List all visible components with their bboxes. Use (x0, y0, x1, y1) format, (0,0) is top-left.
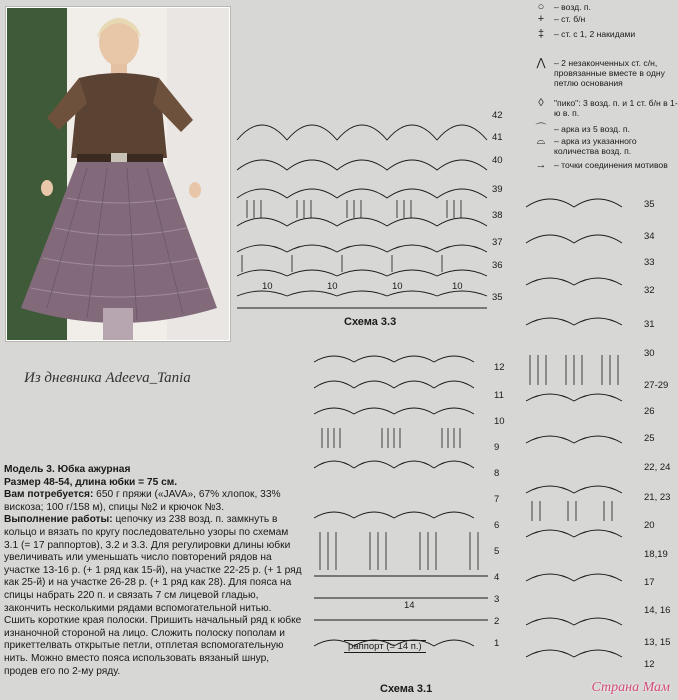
row-number: 14, 16 (644, 605, 671, 616)
row-number: 27-29 (644, 380, 669, 391)
row-number: 1 (494, 638, 500, 649)
row-number: 21, 23 (644, 492, 671, 503)
row-number: 6 (494, 520, 500, 531)
rapport-label: раппорт (= 14 п.) (344, 640, 426, 653)
arch-label: 10 (392, 281, 403, 292)
schema-3-3-title: Схема 3.3 (344, 316, 397, 328)
pattern-instructions (4, 464, 304, 678)
row-number: 38 (492, 210, 503, 221)
chain-stitch-icon: ○ (537, 1, 545, 13)
schema-3-2 (520, 185, 678, 675)
model-illustration (7, 8, 229, 340)
row-number: 40 (492, 155, 503, 166)
row-number: 9 (494, 442, 500, 453)
materials-text: 650 г пряжи («JAVA», 67% хлопок, 33% вискоза; 100 г/158 м), спицы №2 и крючок №3. (4, 489, 281, 513)
row-number: 8 (494, 468, 500, 479)
row-number: 39 (492, 184, 503, 195)
single-crochet-icon: + (537, 13, 545, 25)
row-number: 11 (494, 390, 504, 401)
row-number: 32 (644, 285, 655, 296)
schema-3-1-chart (310, 350, 492, 655)
row-number: 4 (494, 572, 500, 583)
row-number: 31 (644, 319, 655, 330)
row-number: 12 (494, 362, 505, 373)
cluster-icon: ⋀ (536, 57, 546, 69)
row-number: 35 (492, 292, 503, 303)
model-photo (6, 7, 230, 341)
row-number: 20 (644, 520, 655, 531)
row-number: 17 (644, 577, 655, 588)
row-number: 25 (644, 433, 655, 444)
arrow-icon: → (535, 159, 547, 171)
row-number: 18,19 (644, 549, 668, 560)
model-title: Модель 3. Юбка ажурная (4, 464, 131, 475)
work-text: цепочку из 238 возд. п. замкнуть в кольцо и вязать по кругу последовательно узоры по схемам 3.1 (= 17 раппортов), 3.2 и 3.3. Для регулировки длины юбки увеличивать или уменьшать число повторений рядов на участке 13-16 р. (+ 1 ряд как 15-й), на участке 22-25 р. (+ 1 ряд как 25-й) и на участке 26-28 р. (+ 1 ряд как 28). Для пояса на спицы набрать 220 п. и связать 7 см лицевой гладью, закончить несколькими рядами вспомогательной нитью. Сшить короткие края полоски. Пришить начальный ряд к юбке изнаночной стороной на лицо. Сложить полоску пополам и прикеттелвать открытые петли, отплетая вспомогательную нить. Можно вместо пояса использовать вязаный шнур, продев его по 2-му ряду. (4, 514, 302, 677)
site-watermark: Страна Мам (591, 680, 670, 695)
schema-3-3 (232, 100, 517, 340)
schema-3-1-title: Схема 3.1 (380, 683, 433, 695)
arch-count-icon: ⌓ (536, 135, 546, 147)
row-number: 26 (644, 406, 655, 417)
schema-3-1 (310, 350, 515, 700)
row-number: 2 (494, 616, 500, 627)
arch-icon: ⌒ (535, 123, 547, 135)
arch-label: 10 (327, 281, 338, 292)
row-number: 10 (494, 416, 505, 427)
row-number: 34 (644, 231, 655, 242)
row-number: 13, 15 (644, 637, 671, 648)
row-number: 33 (644, 257, 655, 268)
stitch-count-label: 14 (404, 600, 415, 611)
row-number: 35 (644, 199, 655, 210)
size-line: Размер 48-54, длина юбки = 75 см. (4, 476, 178, 488)
row-number: 30 (644, 348, 655, 359)
row-number: 36 (492, 260, 503, 271)
schema-3-2-chart (520, 185, 640, 665)
row-number: 42 (492, 110, 503, 121)
row-number: 5 (494, 546, 500, 557)
work-label: Выполнение работы: (4, 514, 113, 526)
photo-caption: Из дневника Adeeva_Tania (24, 370, 191, 386)
picot-icon: ◊ (538, 97, 544, 109)
row-number: 37 (492, 237, 503, 248)
row-number: 7 (494, 494, 500, 505)
materials-label: Вам потребуется: (4, 489, 94, 501)
arch-label: 10 (262, 281, 273, 292)
row-number: 12 (644, 659, 655, 670)
row-number: 3 (494, 594, 500, 605)
row-number: 22, 24 (644, 462, 671, 473)
row-number: 41 (492, 132, 503, 143)
arch-label: 10 (452, 281, 463, 292)
double-crochet-icon: ‡ (537, 28, 545, 40)
